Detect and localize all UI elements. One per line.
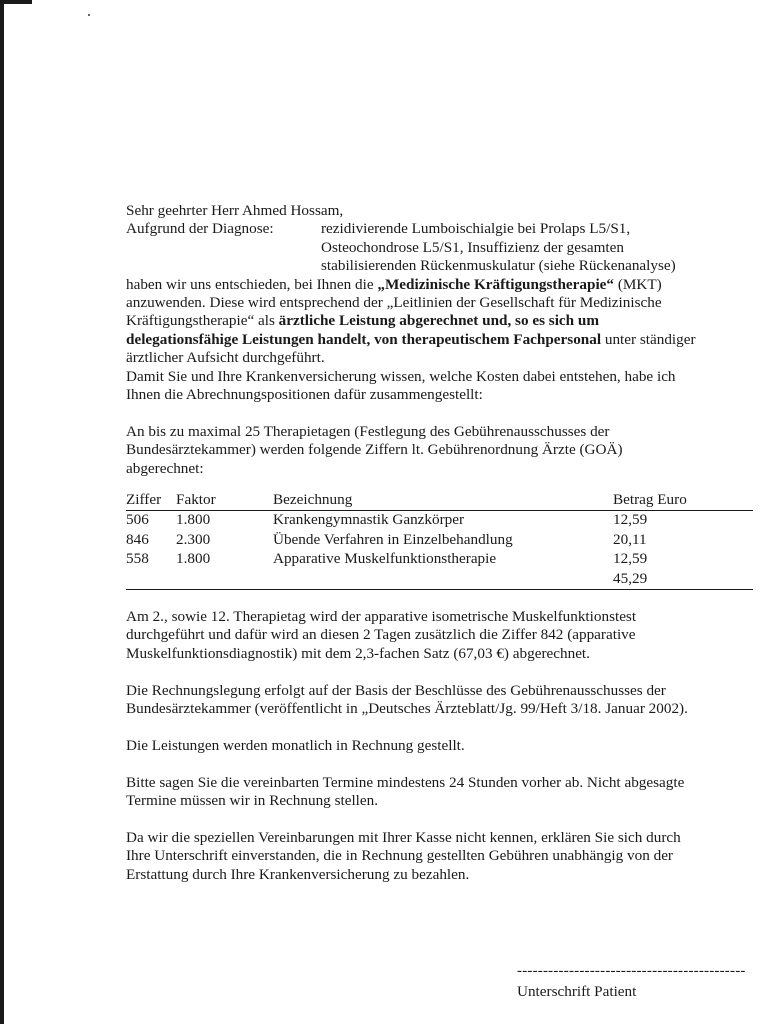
paragraph-4-line-2: Bundesärztekammer (veröffentlicht in „Deutsches Ärzteblatt/Jg. 99/Heft 3/18. Januar 2002). <box>126 700 688 718</box>
scan-speck <box>88 14 90 16</box>
table-row <box>126 530 753 550</box>
cell-faktor: 1.800 <box>176 550 211 568</box>
header-betrag: Betrag Euro <box>613 490 753 510</box>
header-ziffer: Ziffer <box>126 490 176 510</box>
scan-edge-top <box>0 0 32 4</box>
paragraph-6-line-1: Bitte sagen Sie die vereinbarten Termine mindestens 24 Stunden vorher ab. Nicht abgesagte <box>126 773 685 791</box>
paragraph-1-line-4: delegationsfähige Leistungen handelt, von therapeutischem Fachpersonal unter ständiger <box>126 330 696 348</box>
signature-line: -------------------------------------------- <box>517 963 746 979</box>
paragraph-3-line-3: Muskelfunktionsdiagnostik) mit dem 2,3-fachen Satz (67,03 €) abgerechnet. <box>126 644 590 662</box>
paragraph-2-line-1: An bis zu maximal 25 Therapietagen (Festlegung des Gebührenausschusses der <box>126 422 610 440</box>
paragraph-6-line-2: Termine müssen wir in Rechnung stellen. <box>126 792 379 810</box>
paragraph-1-line-5: ärztlicher Aufsicht durchgeführt. <box>126 349 325 367</box>
paragraph-1-line-7: Ihnen die Abrechnungspositionen dafür zusammengestellt: <box>126 386 483 404</box>
cell-ziffer: 558 <box>126 550 149 568</box>
cell-betrag: 12,59 <box>613 550 648 568</box>
fee-table-header <box>126 490 753 510</box>
paragraph-3-line-1: Am 2., sowie 12. Therapietag wird der apparative isometrische Muskelfunktionstest <box>126 608 637 626</box>
paragraph-5: Die Leistungen werden monatlich in Rechnung gestellt. <box>126 736 465 754</box>
diagnosis-line-2: Osteochondrose L5/S1, Insuffizienz der gesamten <box>321 238 624 256</box>
signature-label: Unterschrift Patient <box>517 983 637 1000</box>
cell-betrag: 20,11 <box>613 530 647 548</box>
cell-ziffer: 846 <box>126 530 149 548</box>
scan-edge-left <box>0 0 4 1024</box>
cell-bezeichnung: Apparative Muskelfunktionstherapie <box>273 550 497 568</box>
paragraph-7-line-3: Erstattung durch Ihre Krankenversicherung zu bezahlen. <box>126 865 470 883</box>
salutation: Sehr geehrter Herr Ahmed Hossam, <box>126 202 344 219</box>
paragraph-1-line-1: haben wir uns entschieden, bei Ihnen die „Medizinische Kräftigungstherapie“ (MKT) <box>126 275 662 293</box>
paragraph-2-line-2: Bundesärztekammer) werden folgende Ziffern lt. Gebührenordnung Ärzte (GOÄ) <box>126 441 623 459</box>
cell-faktor: 2.300 <box>176 530 211 548</box>
paragraph-7-line-2: Ihre Unterschrift einverstanden, die in Rechnung gestellten Gebühren unabhängig von der <box>126 847 673 865</box>
cell-faktor: 1.800 <box>176 511 211 529</box>
diagnosis-line-1: rezidivierende Lumboischialgie bei Prolaps L5/S1, <box>321 220 631 238</box>
paragraph-7-line-1: Da wir die speziellen Vereinbarungen mit Ihrer Kasse nicht kennen, erklären Sie sich durch <box>126 828 681 846</box>
header-bezeichnung: Bezeichnung <box>273 490 613 510</box>
cell-bezeichnung: Krankengymnastik Ganzkörper <box>273 511 465 529</box>
therapy-name: „Medizinische Kräftigungstherapie“ <box>377 275 615 293</box>
cell-ziffer: 506 <box>126 511 149 529</box>
table-row <box>126 550 753 570</box>
diagnosis-label: Aufgrund der Diagnose: <box>126 220 274 238</box>
paragraph-1-line-3: Kräftigungstherapie“ als ärztliche Leistung abgerechnet und, so es sich um <box>126 312 600 330</box>
paragraph-3-line-2: durchgeführt und dafür wird an diesen 2 Tagen zusätzlich die Ziffer 842 (apparative <box>126 626 636 644</box>
cell-betrag: 12,59 <box>613 511 648 529</box>
header-faktor: Faktor <box>176 490 273 510</box>
table-row <box>126 510 753 530</box>
fee-table <box>126 490 753 590</box>
paragraph-1-line-2: anzuwenden. Diese wird entsprechend der „Leitlinien der Gesellschaft für Medizinische <box>126 294 662 312</box>
paragraph-4-line-1: Die Rechnungslegung erfolgt auf der Basis der Beschlüsse des Gebührenausschusses der <box>126 681 666 699</box>
cell-bezeichnung: Übende Verfahren in Einzelbehandlung <box>273 530 513 548</box>
letter-body <box>126 202 756 884</box>
table-total: 45,29 <box>613 569 753 589</box>
table-total-row <box>126 569 753 589</box>
paragraph-2-line-3: abgerechnet: <box>126 459 204 477</box>
diagnosis-line-3: stabilisierenden Rückenmuskulatur (siehe Rückenanalyse) <box>321 257 676 275</box>
diagnosis-row <box>126 220 756 238</box>
paragraph-1-line-6: Damit Sie und Ihre Krankenversicherung wissen, welche Kosten dabei entstehen, habe ich <box>126 367 676 385</box>
